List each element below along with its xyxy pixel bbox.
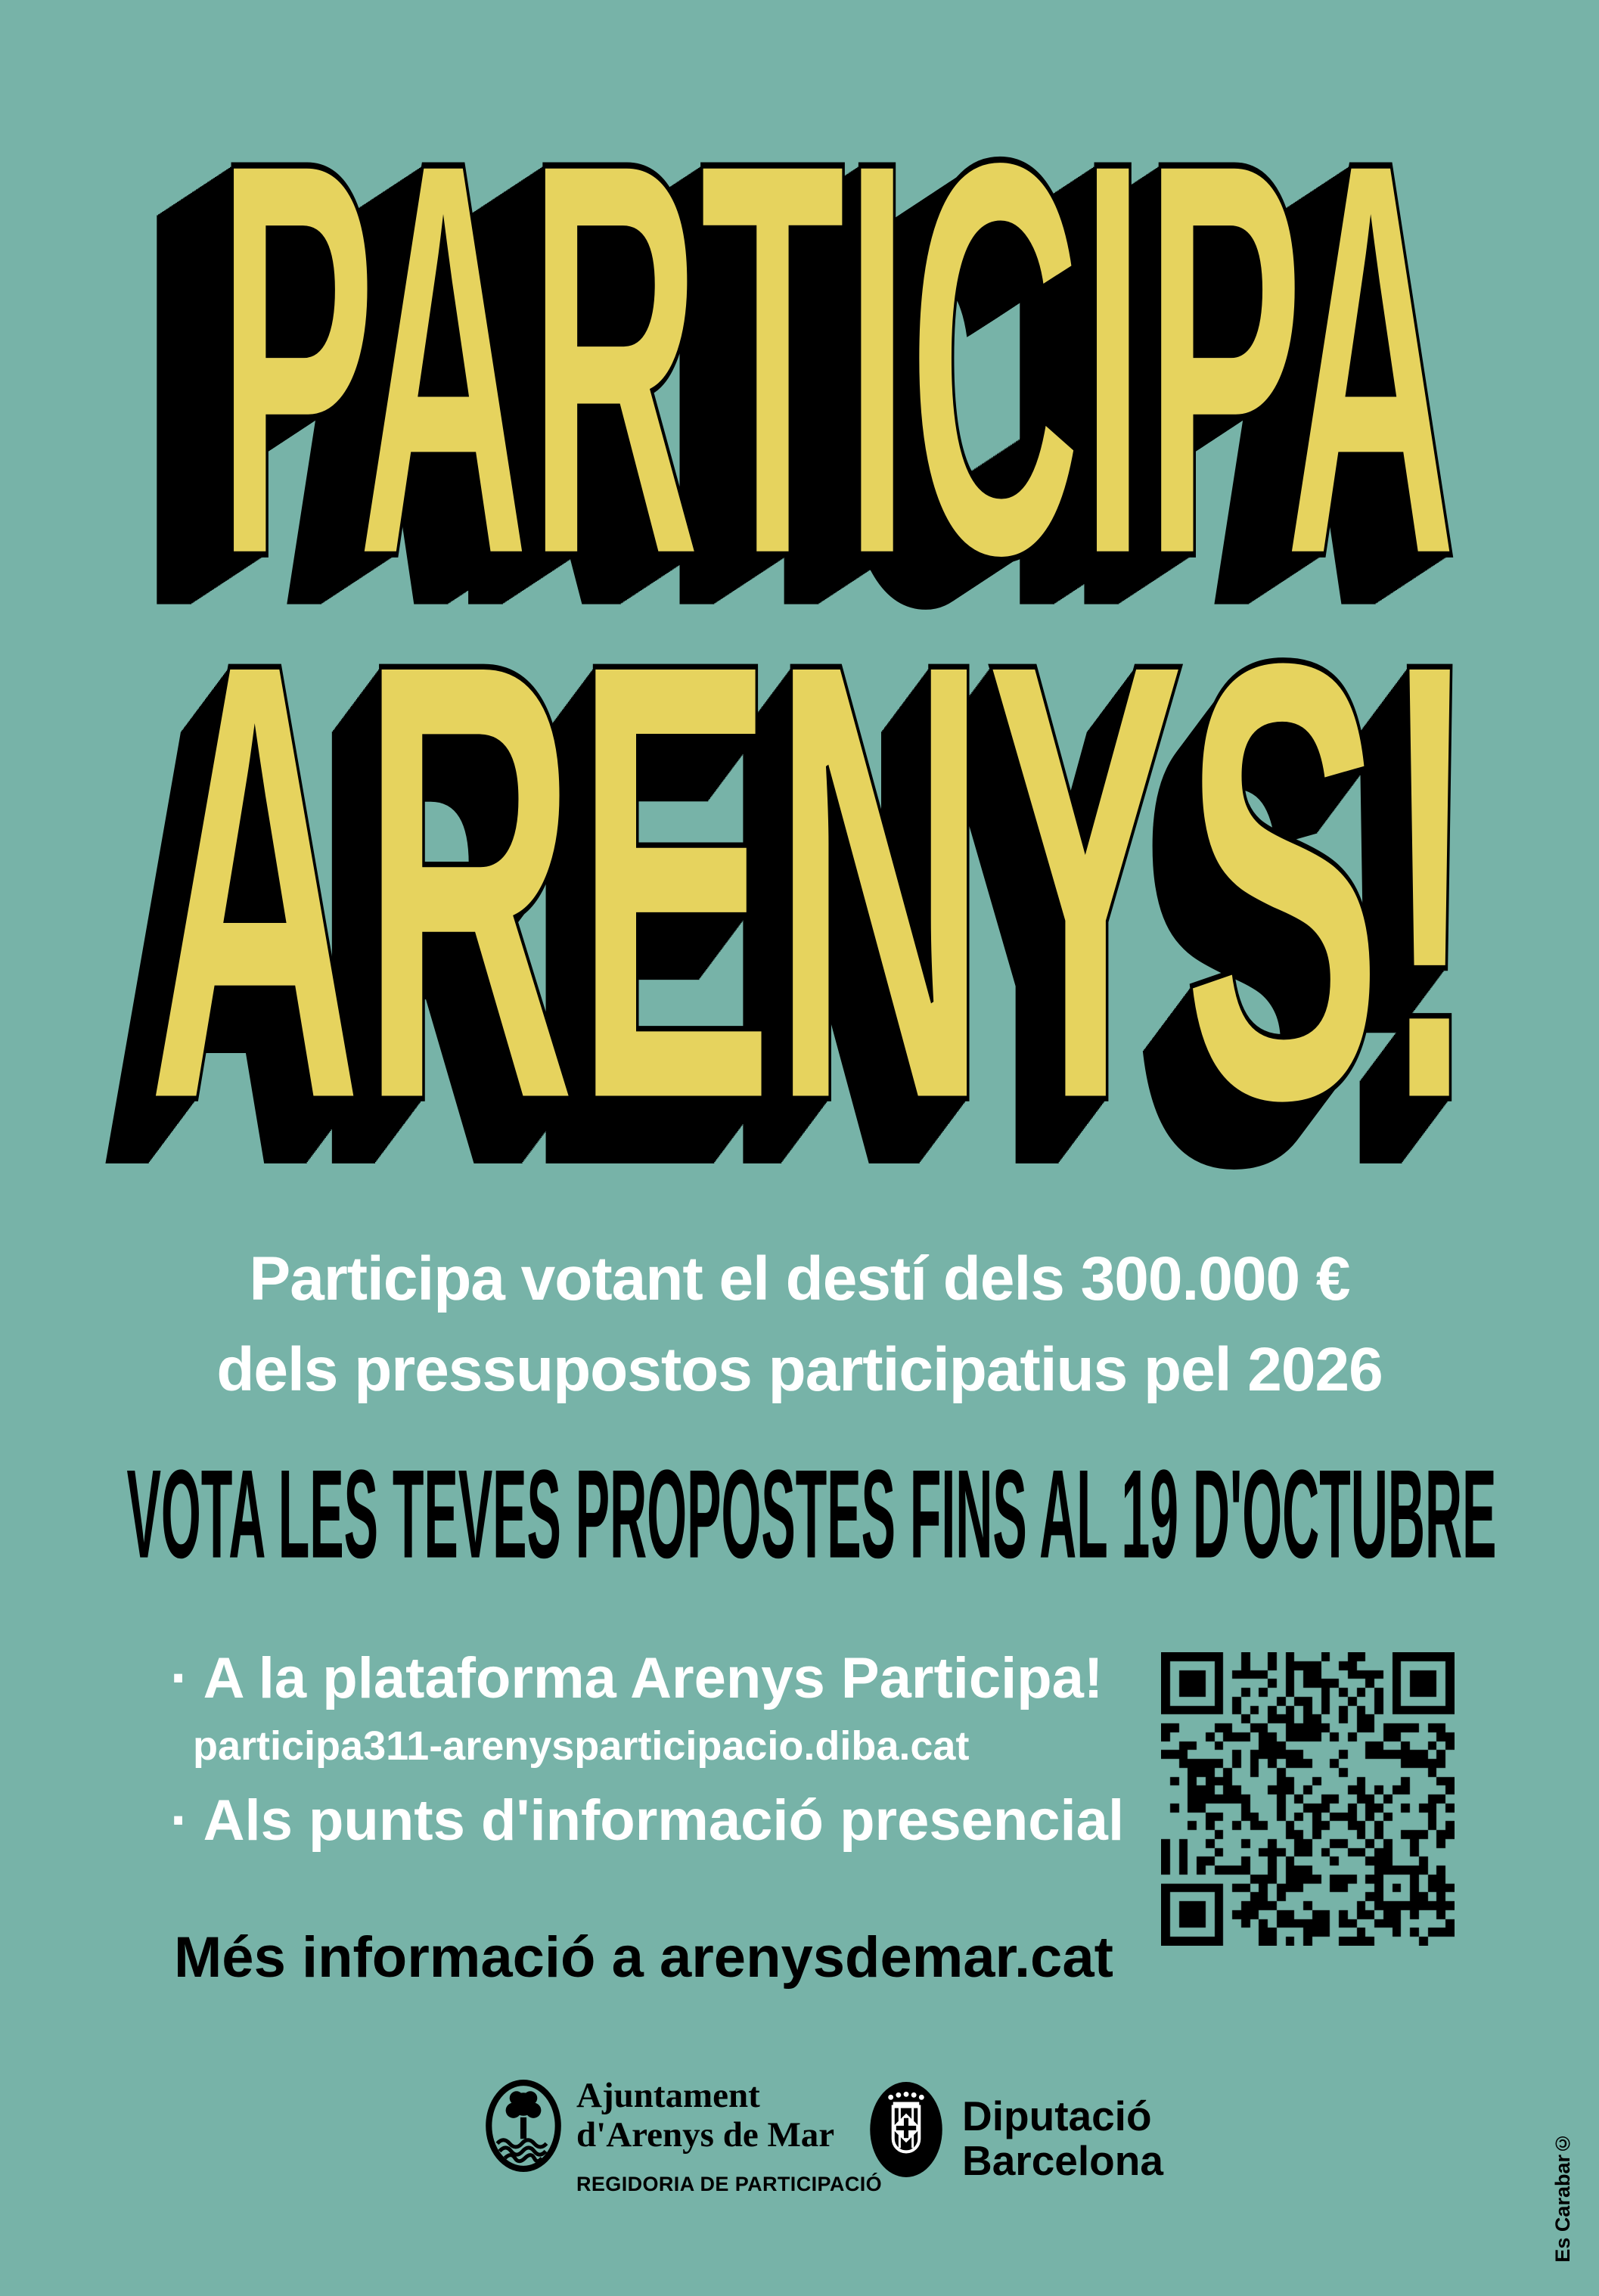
qr-code-icon [1161,1652,1455,1946]
ajuntament-wordmark [576,2076,882,2204]
deadline-headline: VOTA LES TEVES PROPOSTES FINS AL 19 D'OCTUBRE [126,1444,1497,1586]
title-line-arenys: ARENYS! [146,532,1477,1233]
subtitle-line-1: Participa votant el destí dels 300.000 € [249,1244,1350,1313]
ajuntament-department: REGIDORIA DE PARTICIPACIÓ [576,2173,883,2195]
diputacio-line-2: Barcelona [962,2137,1163,2184]
channel-item-label: Als punts d'informació presencial [203,1788,1125,1853]
ajuntament-line-1: Ajuntament [576,2076,760,2115]
channel-item-in-person [170,1788,1125,1853]
more-info-line: Més informació a arenysdemar.cat [174,1925,1113,1990]
studio-credit: Es Carabar© [1551,2132,1574,2263]
platform-url: participa311-arenysparticipacio.diba.cat [193,1723,970,1769]
subtitle-line-2: dels pressupostos participatius pel 2026 [216,1335,1383,1404]
channel-item-platform [170,1646,1104,1710]
ajuntament-arenys-seal-icon [485,2079,562,2173]
title-line-participa: PARTICIPA [216,44,1455,676]
subtitle [0,1234,1599,1415]
bullet-dot: · [170,1788,190,1853]
bullet-dot: · [170,1646,190,1710]
channel-item-label: A la plataforma Arenys Participa! [203,1646,1104,1710]
diputacio-barcelona-seal-icon [868,2080,945,2179]
diputacio-wordmark [962,2094,1163,2183]
diputacio-line-1: Diputació [962,2092,1152,2139]
ajuntament-line-2: d'Arenys de Mar [576,2115,835,2155]
